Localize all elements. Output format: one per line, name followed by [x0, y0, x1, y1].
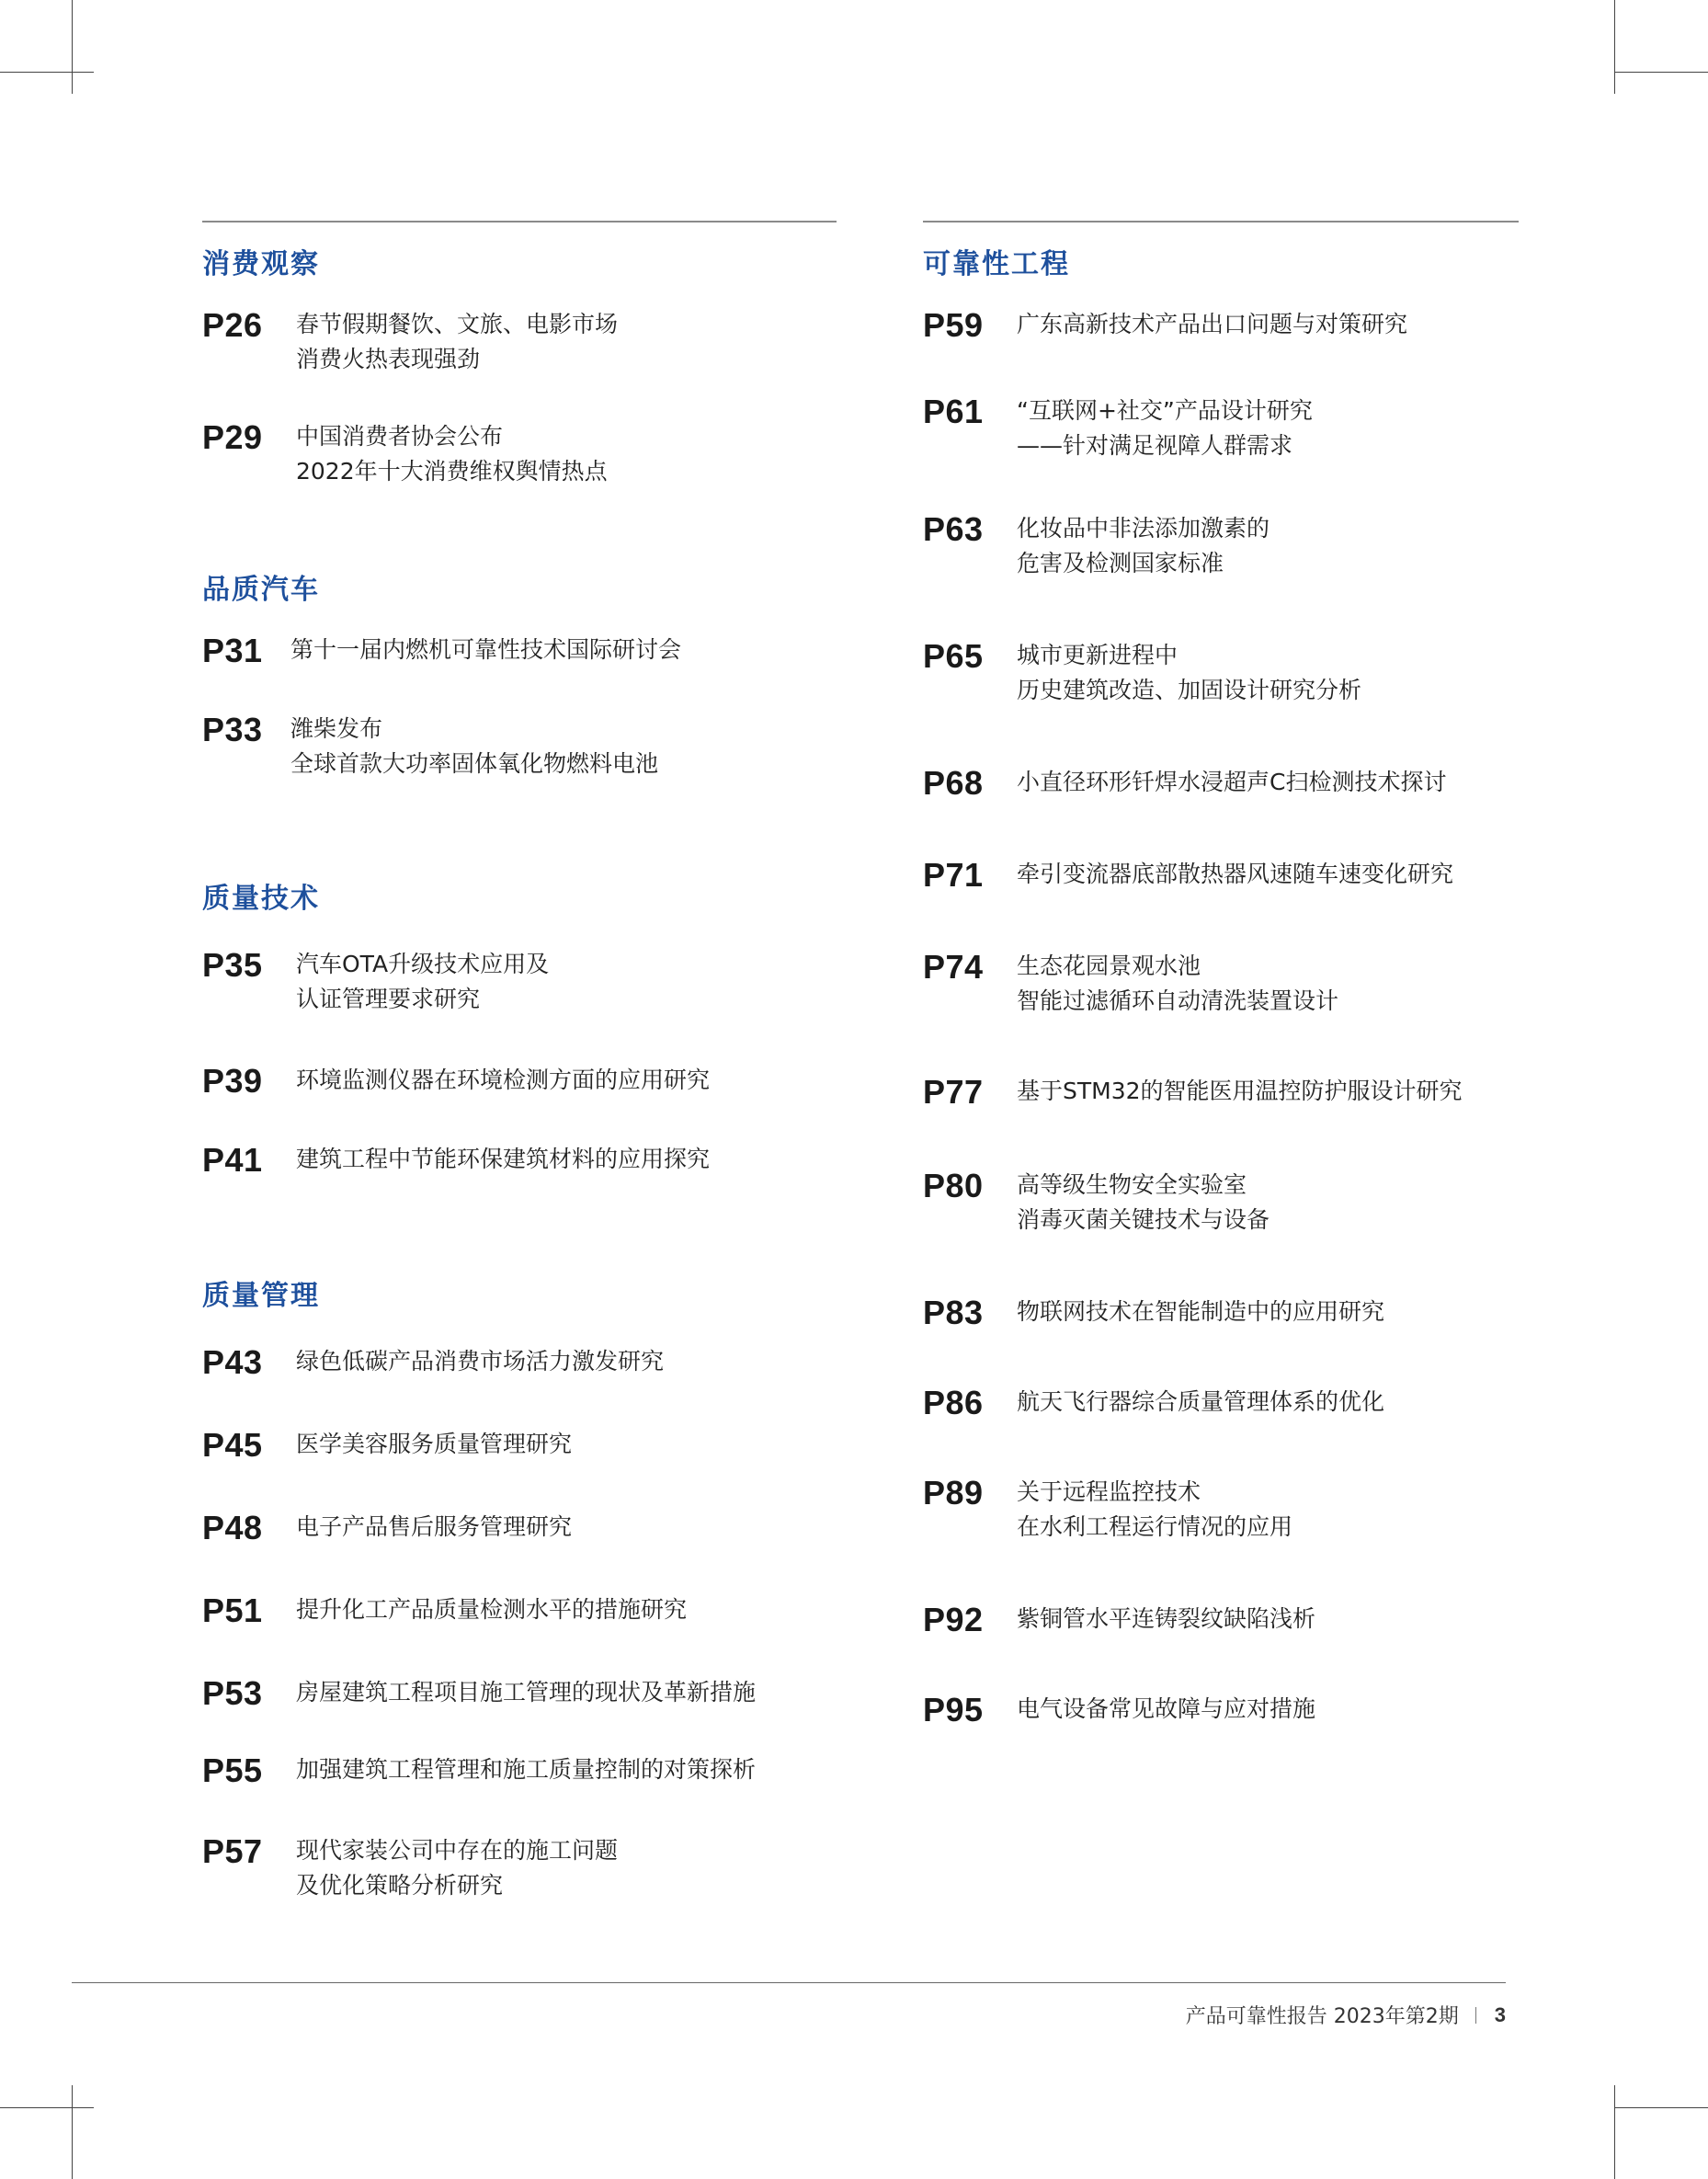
article-title: 紫铜管水平连铸裂纹缺陷浅析: [1017, 1605, 1316, 1632]
article-title: 航天飞行器综合质量管理体系的优化: [1017, 1388, 1385, 1415]
toc-entry[interactable]: [923, 307, 1519, 344]
page-footer: [1186, 2001, 1506, 2029]
toc-entry[interactable]: [923, 1074, 1519, 1111]
page-number: P83: [923, 1294, 984, 1331]
toc-entry[interactable]: [202, 1063, 837, 1100]
page-number: P92: [923, 1601, 984, 1638]
toc-entry[interactable]: [923, 1385, 1519, 1421]
article-title: 广东高新技术产品出口问题与对策研究: [1017, 311, 1408, 337]
article-title: 电气设备常见故障与应对措施: [1017, 1695, 1316, 1722]
publication-title: 产品可靠性报告 2023年第2期: [1185, 2005, 1459, 2028]
toc-entry[interactable]: [202, 633, 837, 669]
page-number: P77: [923, 1073, 984, 1111]
page-number: P53: [202, 1674, 263, 1712]
article-title: 生态花园景观水池 智能过滤循环自动清洗装置设计: [1017, 953, 1339, 1014]
toc-entry[interactable]: [202, 1344, 837, 1381]
page-number: P43: [202, 1343, 263, 1381]
article-title: 汽车OTA升级技术应用及 认证管理要求研究: [296, 951, 550, 1012]
footer-rule: [72, 1982, 1506, 1983]
article-title: 春节假期餐饮、文旅、电影市场 消费火热表现强劲: [296, 311, 619, 372]
article-title: 牵引变流器底部散热器风速随车速变化研究: [1017, 861, 1454, 887]
section-title: 可靠性工程: [923, 248, 1070, 280]
page-number: P80: [923, 1167, 984, 1204]
page-number: P39: [202, 1062, 263, 1100]
toc-section-quality-management: [202, 1280, 837, 1903]
article-title: 房屋建筑工程项目施工管理的现状及革新措施: [296, 1679, 757, 1706]
page-number: P71: [923, 856, 984, 894]
toc-entry[interactable]: [923, 1602, 1519, 1638]
page-number: P33: [202, 711, 263, 748]
article-title: 小直径环形钎焊水浸超声C扫检测技术探讨: [1017, 769, 1447, 795]
page-number: P57: [202, 1832, 263, 1870]
article-title: 化妆品中非法添加激素的 危害及检测国家标准: [1017, 515, 1270, 576]
page-number: P63: [923, 510, 984, 548]
page-number: P51: [202, 1591, 263, 1629]
footer-page-number: 3: [1494, 2002, 1506, 2026]
section-title: 质量管理: [202, 1280, 320, 1312]
toc-entry[interactable]: [202, 1833, 837, 1903]
toc-entry[interactable]: [923, 857, 1519, 894]
page-number: P55: [202, 1751, 263, 1789]
article-title: 建筑工程中节能环保建筑材料的应用探究: [296, 1146, 711, 1172]
page-number: P95: [923, 1691, 984, 1728]
toc-entry[interactable]: [202, 1592, 837, 1629]
article-title: 中国消费者协会公布 2022年十大消费维权舆情热点: [296, 423, 608, 485]
page-number: P29: [202, 418, 263, 456]
article-title: 城市更新进程中 历史建筑改造、加固设计研究分析: [1017, 642, 1362, 703]
page-number: P45: [202, 1426, 263, 1464]
article-title: 提升化工产品质量检测水平的措施研究: [296, 1596, 688, 1623]
page-number: P68: [923, 764, 984, 802]
section-title: 质量技术: [202, 883, 320, 915]
section-title: 品质汽车: [202, 574, 320, 606]
toc-section-consumer-observation: [202, 248, 837, 489]
page-number: P31: [202, 632, 263, 669]
article-title: 第十一届内燃机可靠性技术国际研讨会: [290, 636, 682, 663]
toc-entry[interactable]: [202, 712, 837, 781]
page-number: P48: [202, 1509, 263, 1546]
toc-entry[interactable]: [923, 394, 1519, 463]
article-title: 电子产品售后服务管理研究: [296, 1513, 573, 1540]
toc-entry[interactable]: [923, 638, 1519, 708]
article-title: 物联网技术在智能制造中的应用研究: [1017, 1298, 1385, 1325]
page-number: P86: [923, 1384, 984, 1421]
toc-section-quality-auto: [202, 574, 837, 781]
article-title: 潍柴发布 全球首款大功率固体氧化物燃料电池: [290, 715, 659, 777]
toc-entry[interactable]: [202, 419, 837, 489]
toc-entry[interactable]: [923, 1692, 1519, 1728]
toc-entry[interactable]: [202, 947, 837, 1017]
toc-entry[interactable]: [923, 1168, 1519, 1238]
article-title: 现代家装公司中存在的施工问题 及优化策略分析研究: [296, 1837, 619, 1899]
column-top-rule: [923, 221, 1519, 222]
toc-entry[interactable]: [202, 1752, 837, 1789]
article-title: 环境监测仪器在环境检测方面的应用研究: [296, 1067, 711, 1093]
toc-right-column: [923, 221, 1519, 1728]
column-top-rule: [202, 221, 837, 222]
toc-entry[interactable]: [923, 949, 1519, 1019]
toc-entry[interactable]: [202, 307, 837, 377]
toc-entry[interactable]: [923, 1475, 1519, 1545]
page-number: P59: [923, 306, 984, 344]
toc-entry[interactable]: [202, 1510, 837, 1546]
page-number: P41: [202, 1141, 263, 1179]
article-title: 关于远程监控技术 在水利工程运行情况的应用: [1017, 1478, 1293, 1540]
page-number: P35: [202, 946, 263, 984]
article-title: 绿色低碳产品消费市场活力激发研究: [296, 1348, 665, 1375]
toc-entry[interactable]: [202, 1427, 837, 1464]
toc-entry[interactable]: [923, 765, 1519, 802]
page-number: P74: [923, 948, 984, 986]
page-number: P61: [923, 393, 984, 430]
page-number: P26: [202, 306, 263, 344]
article-title: 基于STM32的智能医用温控防护服设计研究: [1017, 1078, 1463, 1104]
article-title: 医学美容服务质量管理研究: [296, 1431, 573, 1457]
article-title: 高等级生物安全实验室 消毒灭菌关键技术与设备: [1017, 1171, 1270, 1233]
toc-entry[interactable]: [923, 511, 1519, 581]
toc-left-column: [202, 221, 837, 1903]
article-title: 加强建筑工程管理和施工质量控制的对策探析: [296, 1756, 757, 1783]
section-title: 消费观察: [202, 248, 320, 280]
page-number: P65: [923, 637, 984, 675]
page-number: P89: [923, 1474, 984, 1512]
toc-entry[interactable]: [923, 1295, 1519, 1331]
article-title: “互联网+社交”产品设计研究 ——针对满足视障人群需求: [1017, 397, 1313, 459]
toc-section-reliability-engineering: [923, 248, 1519, 1728]
toc-entry[interactable]: [202, 1142, 837, 1179]
footer-divider: [1475, 2007, 1476, 2024]
toc-entry[interactable]: [202, 1675, 837, 1712]
toc-section-quality-technology: [202, 883, 837, 1179]
